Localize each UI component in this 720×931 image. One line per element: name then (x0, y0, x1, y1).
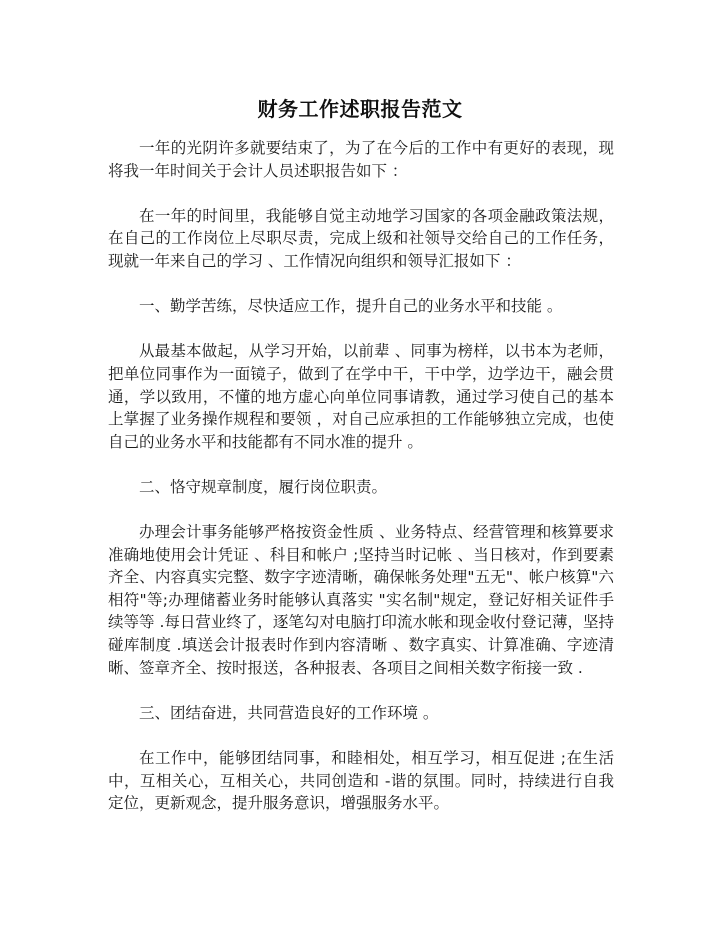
document-title: 财务工作述职报告范文 (257, 97, 463, 121)
section-heading-1: 一、勤学苦练，尽快适应工作，提升自己的业务水平和技能 。 (139, 297, 563, 316)
paragraph-section-1: 从最基本做起，从学习开始，以前辈 、同事为榜样，以书本为老师，把单位同事作为一面镜子，做到了在学中干，干中学，边学边干，融会贯通，学以致用，不懂的地方虚心向单位同事请教，通过学习使自己的基本上掌握了业务操作规程和要领 ，对自己应承担的工作能够独立完成，也使自己的业务水平和技能都有不同水准的提升 。 (108, 342, 614, 451)
document-body (108, 137, 614, 837)
paragraph-overview: 在一年的时间里，我能够自觉主动地学习国家的各项金融政策法规，在自己的工作岗位上尽职尽责，完成上级和社领导交给自己的工作任务，现就一年来自己的学习 、工作情况向组织和领导汇报如下 ： (108, 206, 614, 270)
section-heading-2: 二、恪守规章制度，履行岗位职责。 (139, 477, 388, 496)
paragraph-section-2: 办理会计事务能够严格按资金性质 、业务特点、经营管理和核算要求准确地使用会计凭证 、科目和帐户 ;坚持当时记帐 、当日核对，作到要素齐全、内容真实完整、数字字迹清晰，确保帐务处理"五无"、帐户核算"六相符"等;办理储蓄业务时能够认真落实 "实名制"规定，登记好相关证件手续等等 .每日营业终了，逐笔勾对电脑打印流水帐和现金收付登记薄，坚持碰库制度 .填送会计报表时作到内容清晰 、数字真实、计算准确、字迹清晰、签章齐全、按时报送，各种报表、各项目之间相关数字衔接一致 . (108, 523, 614, 677)
paragraph-intro: 一年的光阴许多就要结束了，为了在今后的工作中有更好的表现，现将我一年时间关于会计人员述职报告如下 ： (108, 139, 614, 180)
section-heading-3: 三、团结奋进，共同营造良好的工作环境 。 (139, 703, 439, 722)
paragraph-section-3: 在工作中，能够团结同事，和睦相处，相互学习，相互促进 ;在生活中，互相关心，互相关心，共同创造和 -谐的氛围。同时，持续进行自我定位，更新观念，提升服务意识，增强服务水平。 (108, 749, 614, 813)
